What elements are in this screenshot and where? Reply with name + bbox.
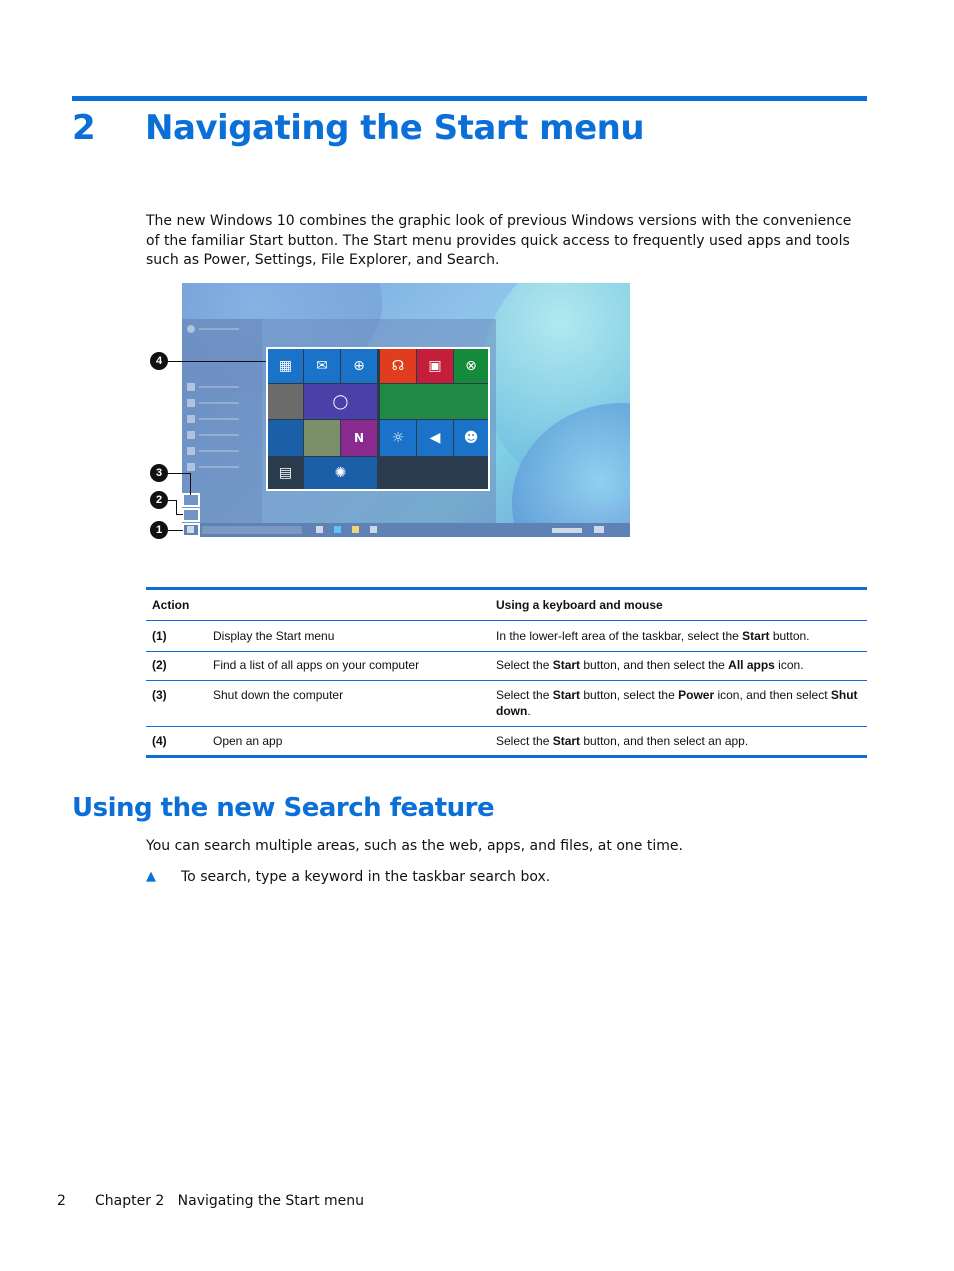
table-row-action: Open an app: [213, 734, 283, 748]
table-row-number: (3): [152, 688, 167, 702]
app-tiles[interactable]: [266, 347, 490, 491]
intro-paragraph: The new Windows 10 combines the graphic look of previous Windows versions with the convenience of the familiar Start button. The Start menu provides quick access to frequently used apps and tools such as Power, Settings, File Explorer, and Search.: [146, 213, 852, 268]
table-bottom-rule: [146, 755, 867, 758]
callout-3: 3: [150, 464, 168, 482]
list-item: [199, 328, 239, 330]
table-header-action: Action: [152, 598, 190, 612]
user-avatar: [187, 325, 195, 333]
mail-icon[interactable]: ✉: [304, 349, 340, 383]
table-divider: [146, 651, 867, 652]
clock: [594, 526, 604, 533]
power-highlight: [182, 493, 200, 507]
chapter-title: Navigating the Start menu: [145, 108, 645, 148]
section-paragraph: You can search multiple areas, such as the web, apps, and files, at one time.: [146, 838, 683, 854]
list-item: [187, 399, 195, 407]
leader-line-2: [168, 500, 176, 501]
table-top-rule: [146, 587, 867, 590]
all-apps-highlight: [182, 508, 200, 522]
browser-icon[interactable]: [334, 526, 341, 533]
list-item: [187, 463, 195, 471]
money-tile[interactable]: [380, 384, 488, 419]
table-row-instruction: Select the Start button, and then select an app.: [496, 734, 749, 748]
list-item: [199, 402, 239, 404]
page-number: 2: [57, 1193, 66, 1209]
weather-icon[interactable]: ✺: [304, 457, 377, 489]
list-item: [187, 415, 195, 423]
table-row-action: Find a list of all apps on your computer: [213, 658, 420, 672]
list-item: [187, 383, 195, 391]
table-row-number: (2): [152, 658, 167, 672]
list-item: [199, 450, 239, 452]
task-view-icon[interactable]: [316, 526, 323, 533]
lightbulb-icon[interactable]: ☼: [380, 420, 416, 456]
taskbar-search-box[interactable]: [202, 526, 302, 534]
leader-line-2: [176, 500, 177, 514]
news-tile[interactable]: [268, 420, 303, 456]
photo-tile[interactable]: [268, 384, 303, 419]
table-row-instruction: In the lower-left area of the taskbar, select the Start button.: [496, 629, 810, 643]
step-marker-icon: ▲: [146, 869, 156, 884]
list-item: [199, 466, 239, 468]
callout-1: 1: [150, 521, 168, 539]
callout-2: 2: [150, 491, 168, 509]
list-item: [187, 431, 195, 439]
list-item: [199, 386, 239, 388]
list-item: [187, 447, 195, 455]
leader-line-4: [168, 361, 266, 362]
megaphone-icon[interactable]: ◀: [417, 420, 453, 456]
headphones-icon[interactable]: ☊: [380, 349, 416, 383]
system-tray[interactable]: [552, 528, 582, 533]
file-explorer-icon[interactable]: [352, 526, 359, 533]
store-icon[interactable]: ▤: [268, 457, 303, 489]
leader-line-3: [168, 473, 190, 474]
table-row-instruction: Select the Start button, and then select the All apps icon.: [496, 658, 804, 672]
video-icon[interactable]: ▣: [417, 349, 453, 383]
table-row-action: Shut down the computer: [213, 688, 344, 702]
table-divider: [146, 680, 867, 681]
store-icon[interactable]: [370, 526, 377, 533]
table-row-action: Display the Start menu: [213, 629, 335, 643]
table-divider: [146, 726, 867, 727]
start-button[interactable]: [187, 526, 194, 533]
cortana-icon[interactable]: ◯: [304, 384, 377, 419]
calendar-icon[interactable]: ▦: [268, 349, 303, 383]
leader-line-1: [168, 530, 183, 531]
list-item: [199, 434, 239, 436]
chapter-number: 2: [72, 108, 96, 148]
people-icon[interactable]: ☻: [454, 420, 488, 456]
table-row-number: (1): [152, 629, 167, 643]
chapter-rule: [72, 96, 867, 101]
photos-tile[interactable]: [304, 420, 340, 456]
leader-line-2: [176, 514, 183, 515]
footer-chapter: Chapter 2 Navigating the Start menu: [95, 1193, 365, 1209]
list-item: [199, 418, 239, 420]
leader-line-3: [190, 473, 191, 495]
globe-icon[interactable]: ⊕: [341, 349, 377, 383]
table-row-instruction: Select the Start button, select the Power icon, and then select Shut down.: [496, 688, 858, 718]
table-row-number: (4): [152, 734, 167, 748]
step-text: To search, type a keyword in the taskbar search box.: [181, 869, 551, 885]
callout-4: 4: [150, 352, 168, 370]
start-menu-screenshot: [182, 283, 630, 537]
onenote-icon[interactable]: N: [341, 420, 377, 456]
section-title: Using the new Search feature: [72, 793, 495, 823]
table-header-keyboard: Using a keyboard and mouse: [496, 598, 663, 612]
table-divider: [146, 620, 867, 621]
xbox-icon[interactable]: ⊗: [454, 349, 488, 383]
